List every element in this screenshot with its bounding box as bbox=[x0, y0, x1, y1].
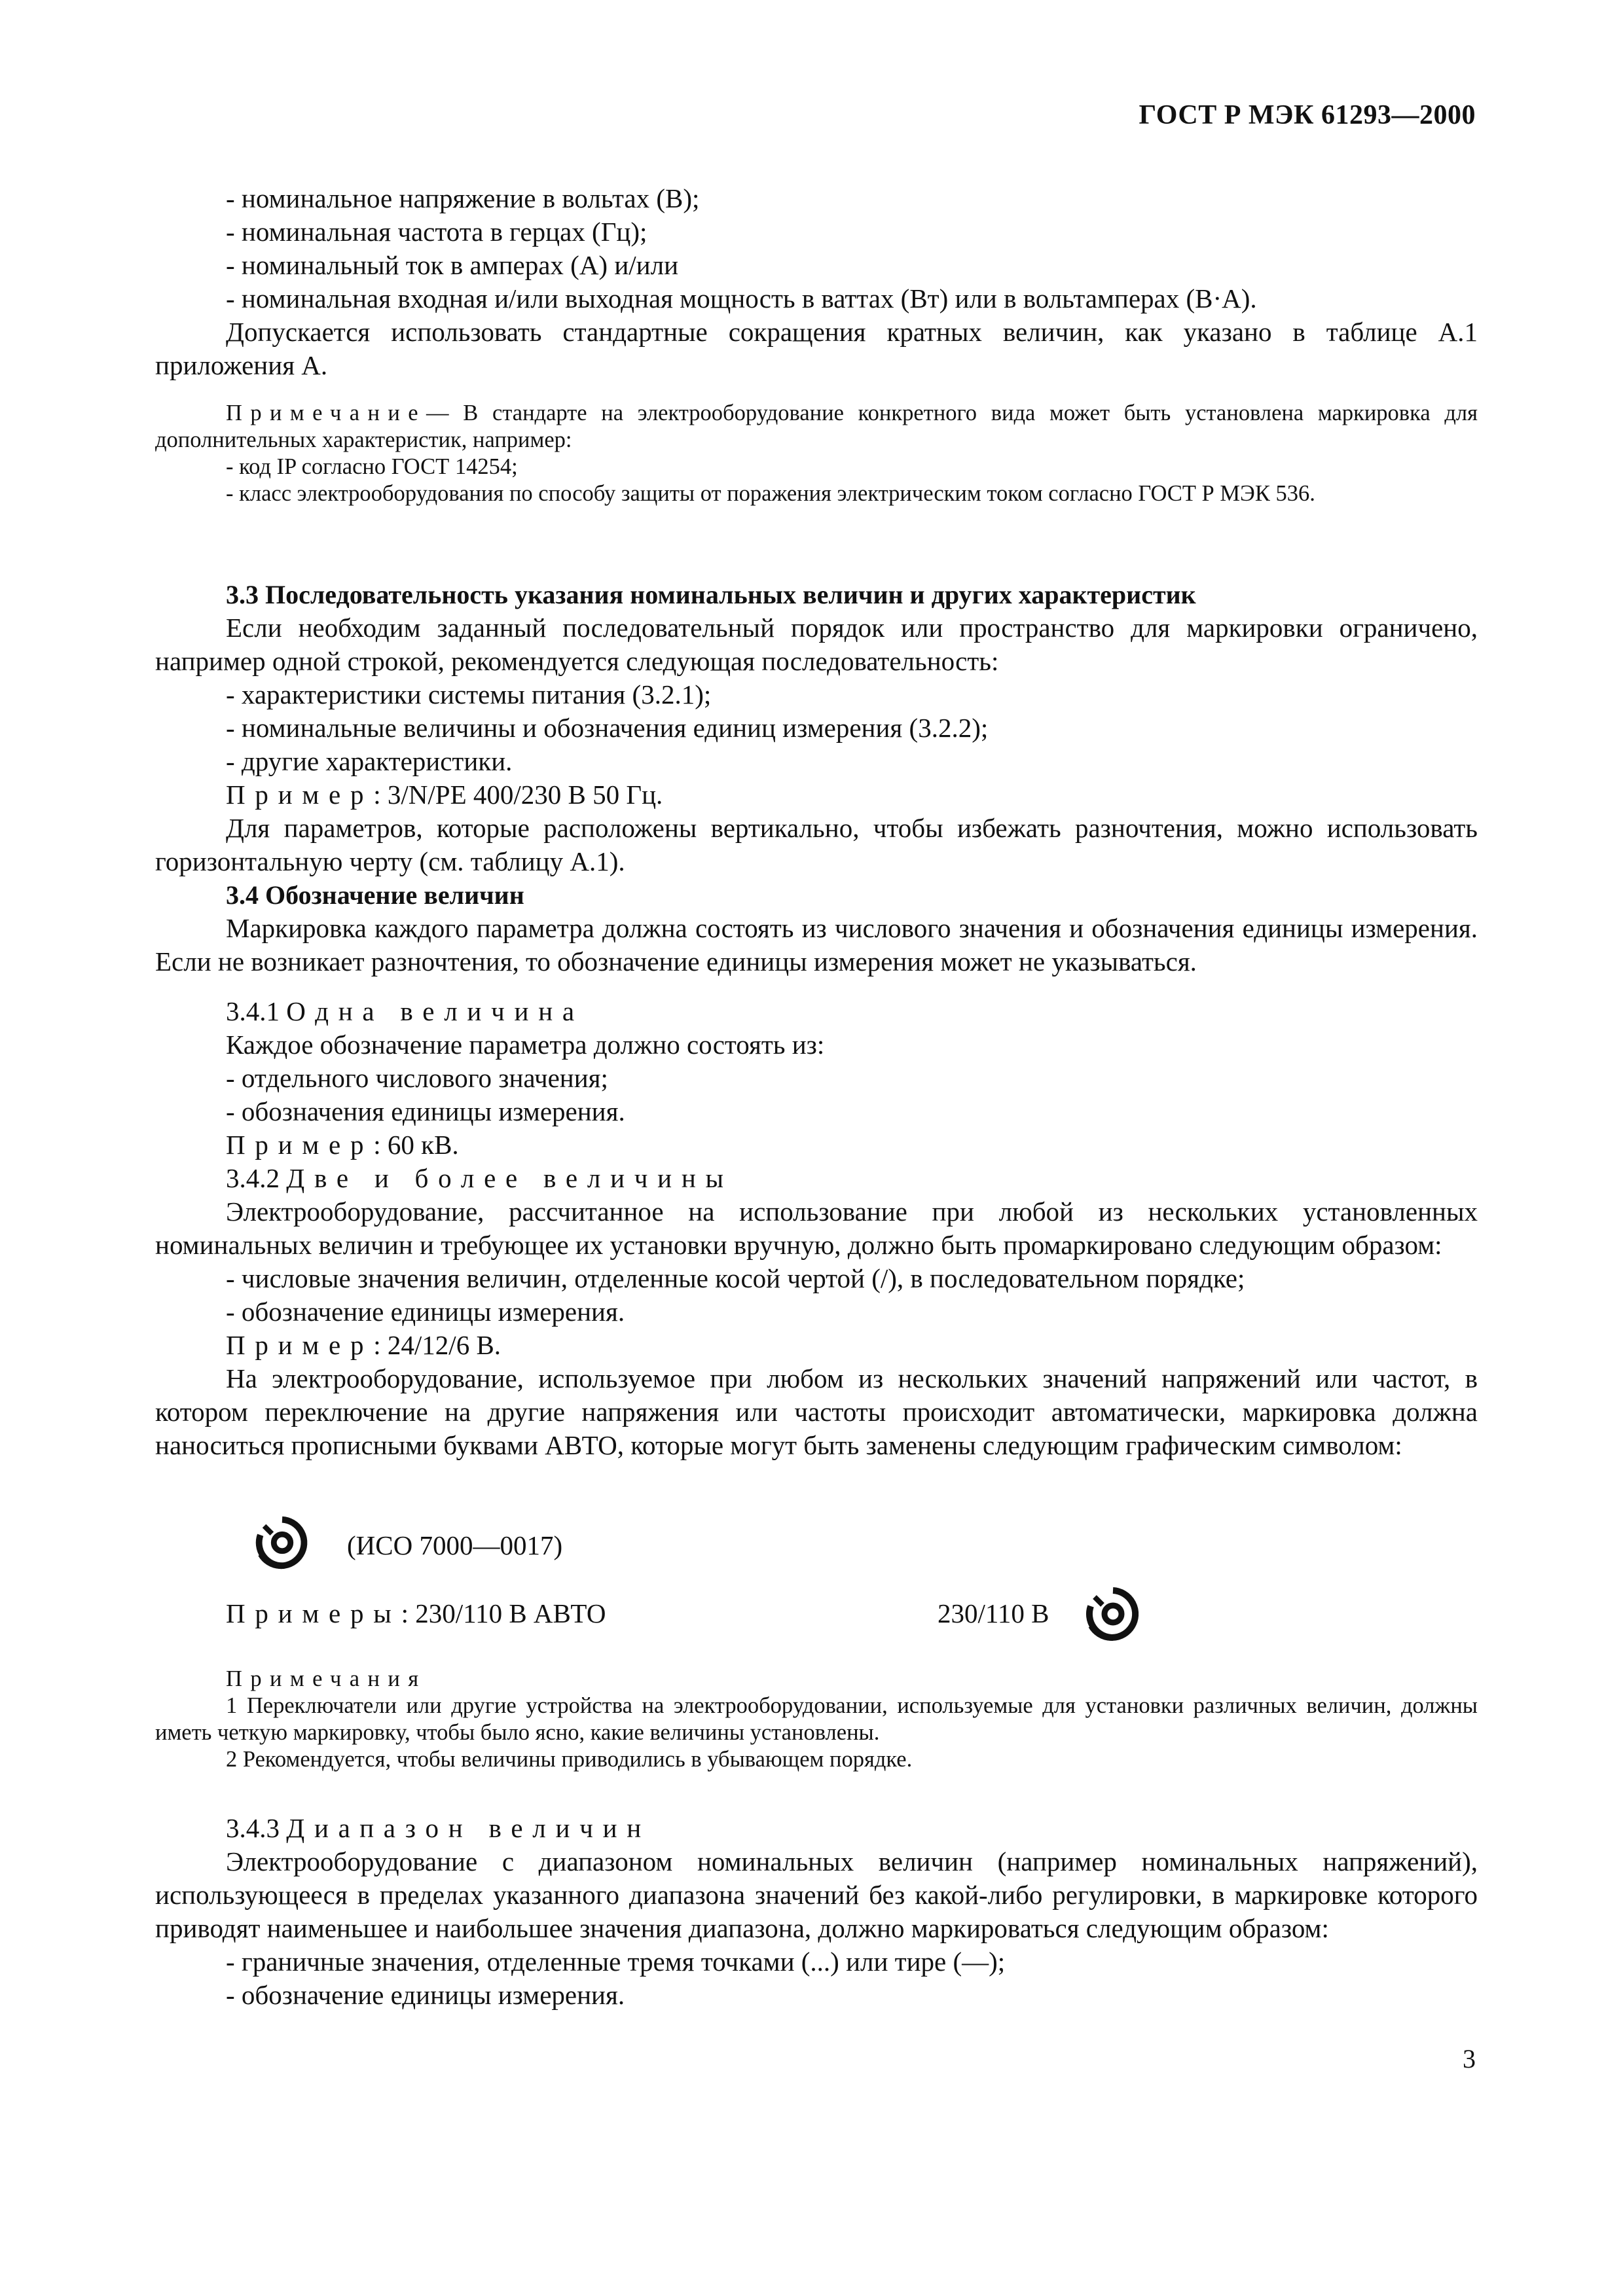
paragraph: Электрооборудование, рассчитанное на использование при любой из нескольких установленных номинальных величин и требующее их установки вручную, должно быть промаркировано следующим образом: bbox=[155, 1196, 1478, 1260]
paragraph: Допускается использовать стандартные сокращения кратных величин, как указано в таблице А.1 приложения А. bbox=[155, 317, 1478, 380]
symbol-caption: (ИСО 7000—0017) bbox=[347, 1530, 563, 1560]
list-item: - числовые значения величин, отделенные косой чертой (/), в последовательном порядке; bbox=[226, 1263, 1245, 1293]
list-item: - характеристики системы питания (3.2.1); bbox=[226, 679, 712, 709]
list-item: - обозначение единицы измерения. bbox=[226, 1297, 625, 1327]
note-label: Примечание bbox=[226, 401, 427, 425]
example-label: Пример bbox=[226, 1330, 374, 1360]
examples-label: Примеры bbox=[226, 1598, 401, 1628]
examples-line bbox=[226, 1597, 606, 1630]
example-text: : 24/12/6 В. bbox=[373, 1330, 501, 1360]
subsection-heading bbox=[155, 995, 1478, 1028]
list-item: - обозначение единицы измерения. bbox=[226, 1980, 625, 2010]
paragraph: Электрооборудование с диапазоном номинальных величин (например номинальных напряжений), использующееся в пределах указанного диапазона значений без какой-либо регулировки, в маркировке которого приводят наименьшее и наибольшее значения диапазона, должно маркироваться следующим образом: bbox=[155, 1846, 1478, 1943]
paragraph: Маркировка каждого параметра должна состоять из числового значения и обозначения единицы измерения. Если не возникает разночтения, то обозначение единицы измерения может не указываться. bbox=[155, 913, 1478, 977]
note-block bbox=[155, 400, 1478, 507]
list-item: - обозначения единицы измерения. bbox=[226, 1096, 625, 1126]
example-label: Пример bbox=[226, 780, 374, 810]
page-number: 3 bbox=[1463, 2044, 1476, 2073]
note-item: 2 Рекомендуется, чтобы величины приводились в убывающем порядке. bbox=[226, 1747, 913, 1772]
subsection-title: Диапазон величин bbox=[286, 1813, 651, 1843]
note-paragraph bbox=[155, 400, 1478, 454]
subsection-heading bbox=[155, 1812, 1478, 1845]
list-item: - номинальные величины и обозначения единиц измерения (3.2.2); bbox=[226, 713, 989, 743]
paragraph: На электрооборудование, используемое при любом из нескольких значений напряжений или частот, в котором переключение на другие напряжения или частоты происходит автоматически, маркировка должна наноситься прописными буквами АВТО, которые могут быть заменены следующим графическим символом: bbox=[155, 1363, 1478, 1460]
section-heading: 3.4 Обозначение величин bbox=[226, 880, 524, 910]
auto-switch-symbol-icon bbox=[1080, 1581, 1146, 1647]
section-3-4-1 bbox=[155, 995, 1478, 1162]
section-3-3 bbox=[155, 578, 1478, 878]
section-3-4-2 bbox=[155, 1162, 1478, 1462]
paragraph: Для параметров, которые расположены вертикально, чтобы избежать разночтения, можно использовать горизонтальную черту (см. таблицу А.1). bbox=[155, 813, 1478, 876]
subsection-title: Одна величина bbox=[286, 996, 584, 1026]
examples-text: : 230/110 В АВТО bbox=[401, 1598, 606, 1628]
section-3-4 bbox=[155, 878, 1478, 978]
example-text: : 3/N/PE 400/230 В 50 Гц. bbox=[373, 780, 663, 810]
example-line bbox=[155, 1128, 1478, 1162]
section-heading: 3.3 Последовательность указания номинальных величин и других характеристик bbox=[226, 580, 1196, 609]
section-3-4-3 bbox=[155, 1812, 1478, 2012]
paragraph: Каждое обозначение параметра должно состоять из: bbox=[226, 1030, 825, 1060]
list-item: - номинальная частота в герцах (Гц); bbox=[226, 217, 647, 247]
list-item: - другие характеристики. bbox=[226, 746, 513, 776]
notes-label: Примечания bbox=[226, 1666, 427, 1691]
example-line bbox=[155, 778, 1478, 812]
list-item: - номинальное напряжение в вольтах (В); bbox=[226, 183, 700, 213]
example-label: Пример bbox=[226, 1130, 374, 1160]
rated-values-list bbox=[155, 182, 1478, 382]
subsection-number: 3.4.2 bbox=[226, 1163, 280, 1193]
note-item: - класс электрооборудования по способу защиты от поражения электрическим током согласно ГОСТ Р МЭК 536. bbox=[226, 481, 1315, 506]
example-text: : 60 кВ. bbox=[373, 1130, 459, 1160]
auto-switch-symbol-icon bbox=[250, 1511, 314, 1575]
notes-block bbox=[155, 1666, 1478, 1773]
list-item: - номинальный ток в амперах (А) и/или bbox=[226, 250, 679, 280]
list-item: - отдельного числового значения; bbox=[226, 1063, 608, 1093]
subsection-heading bbox=[155, 1162, 1478, 1195]
paragraph: Если необходим заданный последовательный порядок или пространство для маркировки ограничено, например одной строкой, рекомендуется следующая последовательность: bbox=[155, 613, 1478, 676]
list-item: - номинальная входная и/или выходная мощность в ваттах (Вт) или в вольтамперах (В·А). bbox=[226, 283, 1257, 314]
subsection-number: 3.4.1 bbox=[226, 996, 280, 1026]
note-item: 1 Переключатели или другие устройства на электрооборудовании, используемые для установки различных величин, должны иметь четкую маркировку, чтобы было ясно, какие величины установлены. bbox=[155, 1693, 1478, 1745]
example-line bbox=[155, 1329, 1478, 1362]
subsection-number: 3.4.3 bbox=[226, 1813, 280, 1843]
note-item: - код IP согласно ГОСТ 14254; bbox=[226, 454, 518, 479]
subsection-title: Две и более величины bbox=[286, 1163, 733, 1193]
examples-text-2: 230/110 В bbox=[938, 1598, 1049, 1628]
note-text: — В стандарте на электрооборудование конкретного вида может быть установлена маркировка для дополнительных характеристик, например: bbox=[155, 401, 1478, 452]
list-item: - граничные значения, отделенные тремя точками (...) или тире (—); bbox=[226, 1946, 1006, 1977]
standard-header: ГОСТ Р МЭК 61293—2000 bbox=[1139, 100, 1476, 130]
